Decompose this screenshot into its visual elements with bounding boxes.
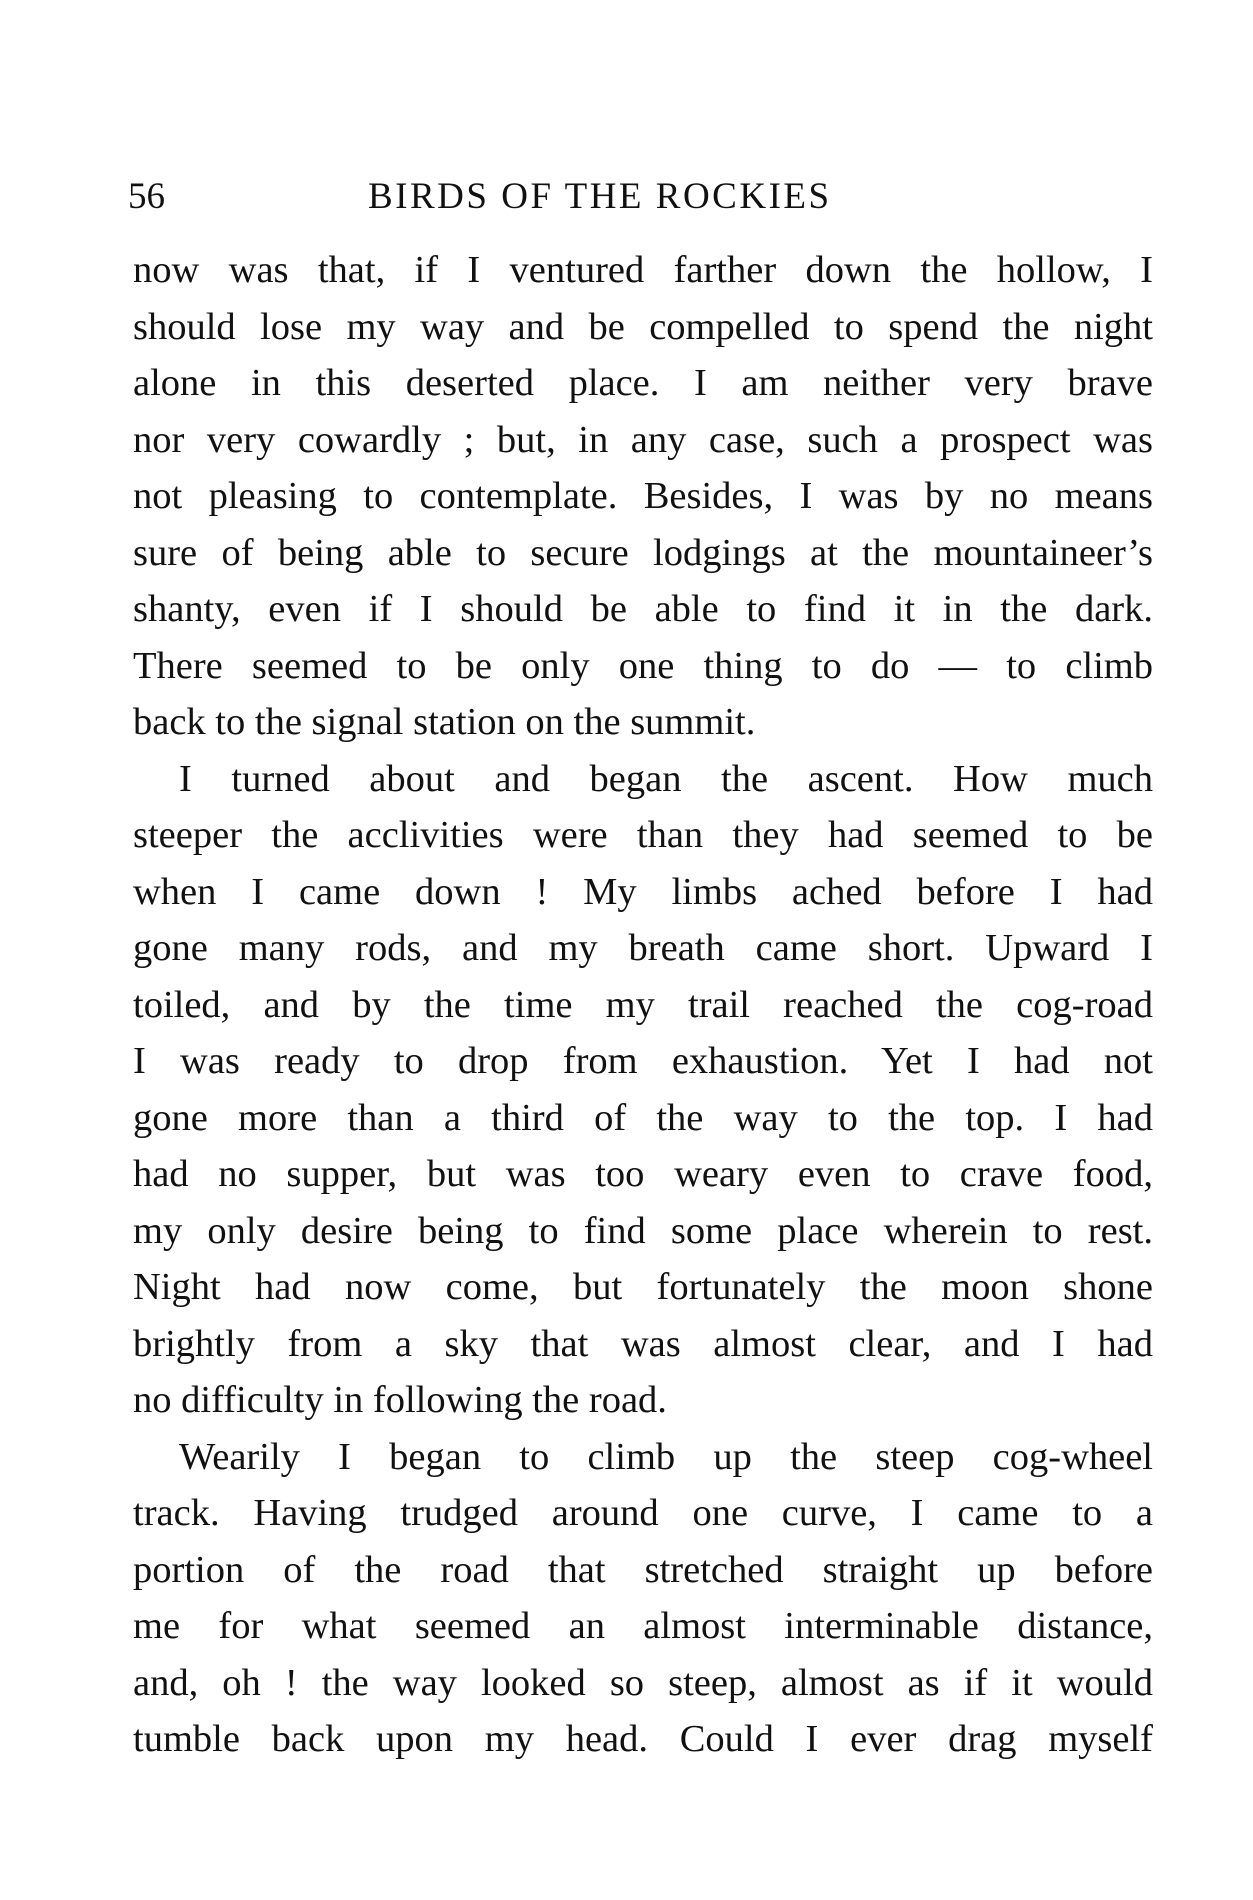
- text-line: Night had now come, but fortunately the moon shone: [133, 1266, 1153, 1308]
- text-line: steeper the acclivities were than they had seemed to be: [133, 814, 1153, 856]
- body-text: [133, 242, 1153, 1768]
- text-line: me for what seemed an almost interminable distance,: [133, 1605, 1153, 1647]
- text-line: toiled, and by the time my trail reached the cog-road: [133, 983, 1153, 1026]
- text-line: gone many rods, and my breath came short. Upward I: [133, 927, 1153, 969]
- text-line: Wearily I began to climb up the steep cog-wheel: [179, 1435, 1153, 1478]
- text-line: sure of being able to secure lodgings at the mountaineer’s: [133, 531, 1153, 574]
- text-line: I turned about and began the ascent. How much: [179, 757, 1153, 800]
- text-line: no difficulty in following the road.: [133, 1379, 667, 1421]
- text-line: back to the signal station on the summit.: [133, 701, 756, 743]
- text-line: tumble back upon my head. Could I ever drag myself: [133, 1718, 1153, 1760]
- text-line: I was ready to drop from exhaustion. Yet I had not: [133, 1040, 1153, 1082]
- text-line: portion of the road that stretched straight up before: [133, 1548, 1153, 1591]
- paragraph-1: [133, 242, 1153, 751]
- text-line: and, oh ! the way looked so steep, almost as if it would: [133, 1661, 1153, 1704]
- text-line: had no supper, but was too weary even to crave food,: [133, 1153, 1153, 1195]
- running-head: [128, 172, 1148, 222]
- text-line: should lose my way and be compelled to spend the night: [133, 305, 1153, 348]
- page-number: 56: [128, 176, 165, 217]
- text-line: brightly from a sky that was almost clear, and I had: [133, 1322, 1153, 1365]
- text-line: alone in this deserted place. I am neither very brave: [133, 362, 1153, 404]
- text-line: shanty, even if I should be able to find it in the dark.: [133, 588, 1153, 630]
- text-line: There seemed to be only one thing to do — to climb: [133, 644, 1153, 687]
- text-line: now was that, if I ventured farther down the hollow, I: [133, 249, 1153, 291]
- text-line: my only desire being to find some place wherein to rest.: [133, 1209, 1153, 1252]
- text-line: gone more than a third of the way to the top. I had: [133, 1096, 1153, 1139]
- text-line: nor very cowardly ; but, in any case, such a prospect was: [133, 418, 1153, 461]
- paragraph-3: [133, 1429, 1153, 1768]
- paragraph-2: [133, 751, 1153, 1429]
- text-line: track. Having trudged around one curve, I came to a: [133, 1492, 1153, 1534]
- text-line: when I came down ! My limbs ached before I had: [133, 870, 1153, 913]
- running-title: BIRDS OF THE ROCKIES: [368, 176, 832, 217]
- text-line: not pleasing to contemplate. Besides, I was by no means: [133, 475, 1153, 517]
